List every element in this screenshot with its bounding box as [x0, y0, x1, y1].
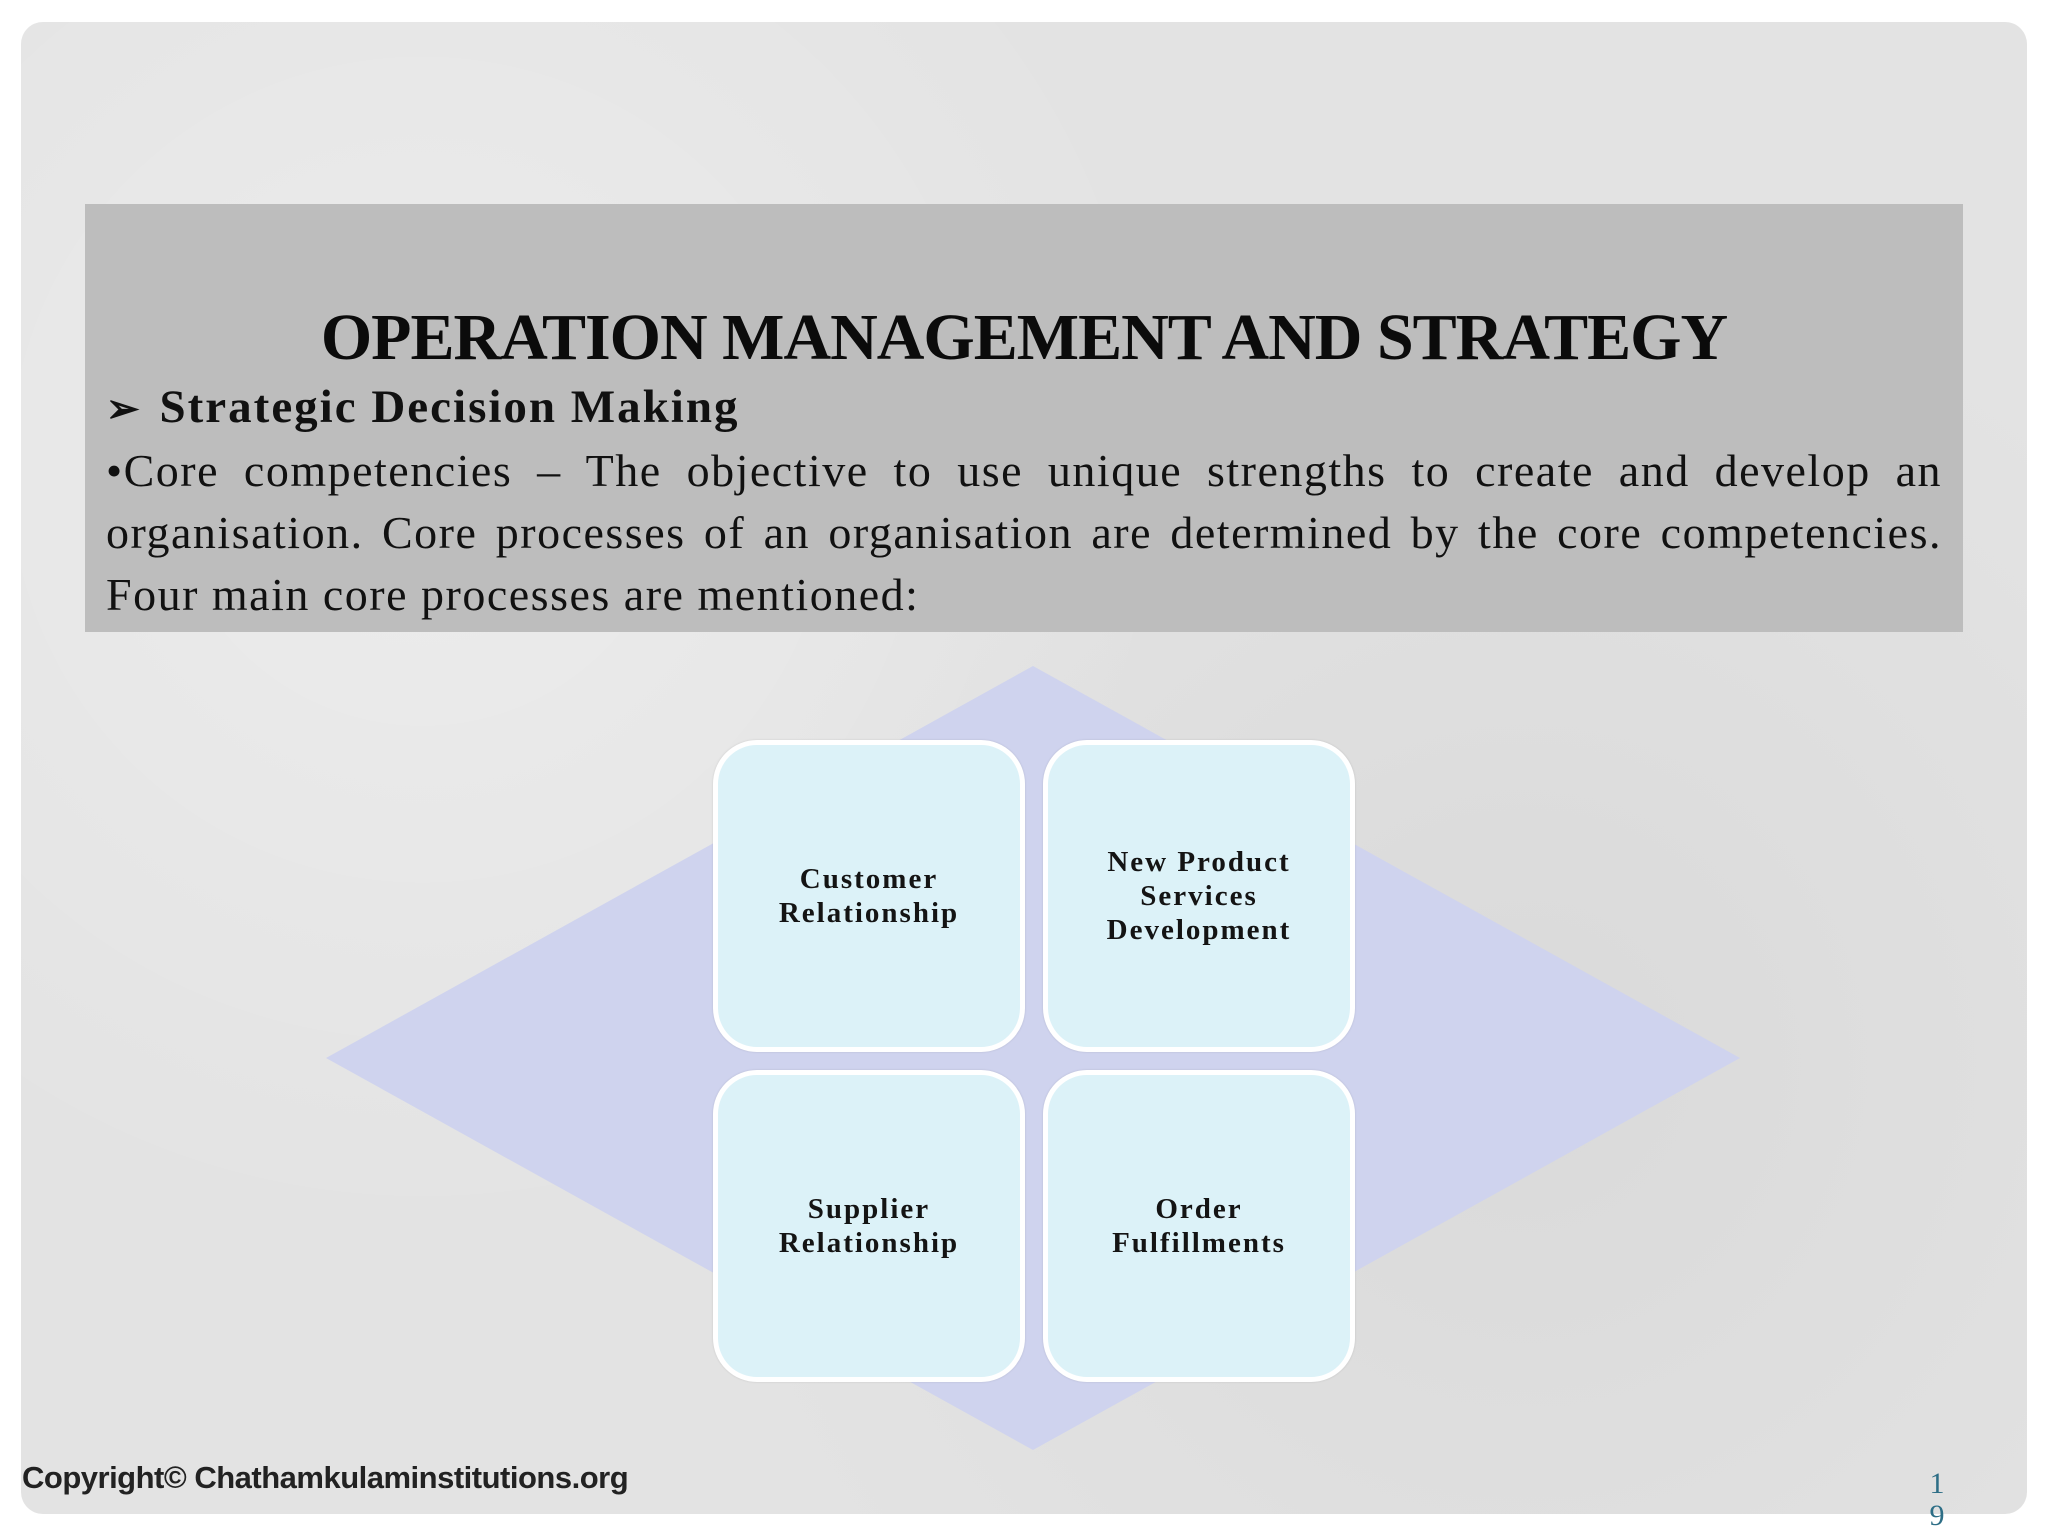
box-customer-relationship [713, 740, 1025, 1052]
box-label: Supplier Relationship [778, 1193, 960, 1259]
arrow-bullet-icon: ➢ [106, 386, 142, 431]
subheading-text: Strategic Decision Making [159, 381, 740, 433]
body-paragraph: •Core competencies – The objective to use unique strengths to create and develop an organisation. Core processes of an organisation are determined by the core competencies. Four main core processes are mentioned: [106, 445, 1942, 620]
box-label: Order Fulfillments [1112, 1193, 1286, 1259]
box-new-product-services-development [1043, 740, 1355, 1052]
box-label: Customer Relationship [778, 863, 960, 929]
page-number: 19 [1929, 1467, 1945, 1532]
box-label: New Product Services Development [1106, 846, 1292, 946]
slide-title: OPERATION MANAGEMENT AND STRATEGY [320, 301, 1728, 374]
box-order-fulfillments [1043, 1070, 1355, 1382]
copyright-footer: Copyright© Chathamkulaminstitutions.org [22, 1460, 629, 1495]
box-supplier-relationship [713, 1070, 1025, 1382]
